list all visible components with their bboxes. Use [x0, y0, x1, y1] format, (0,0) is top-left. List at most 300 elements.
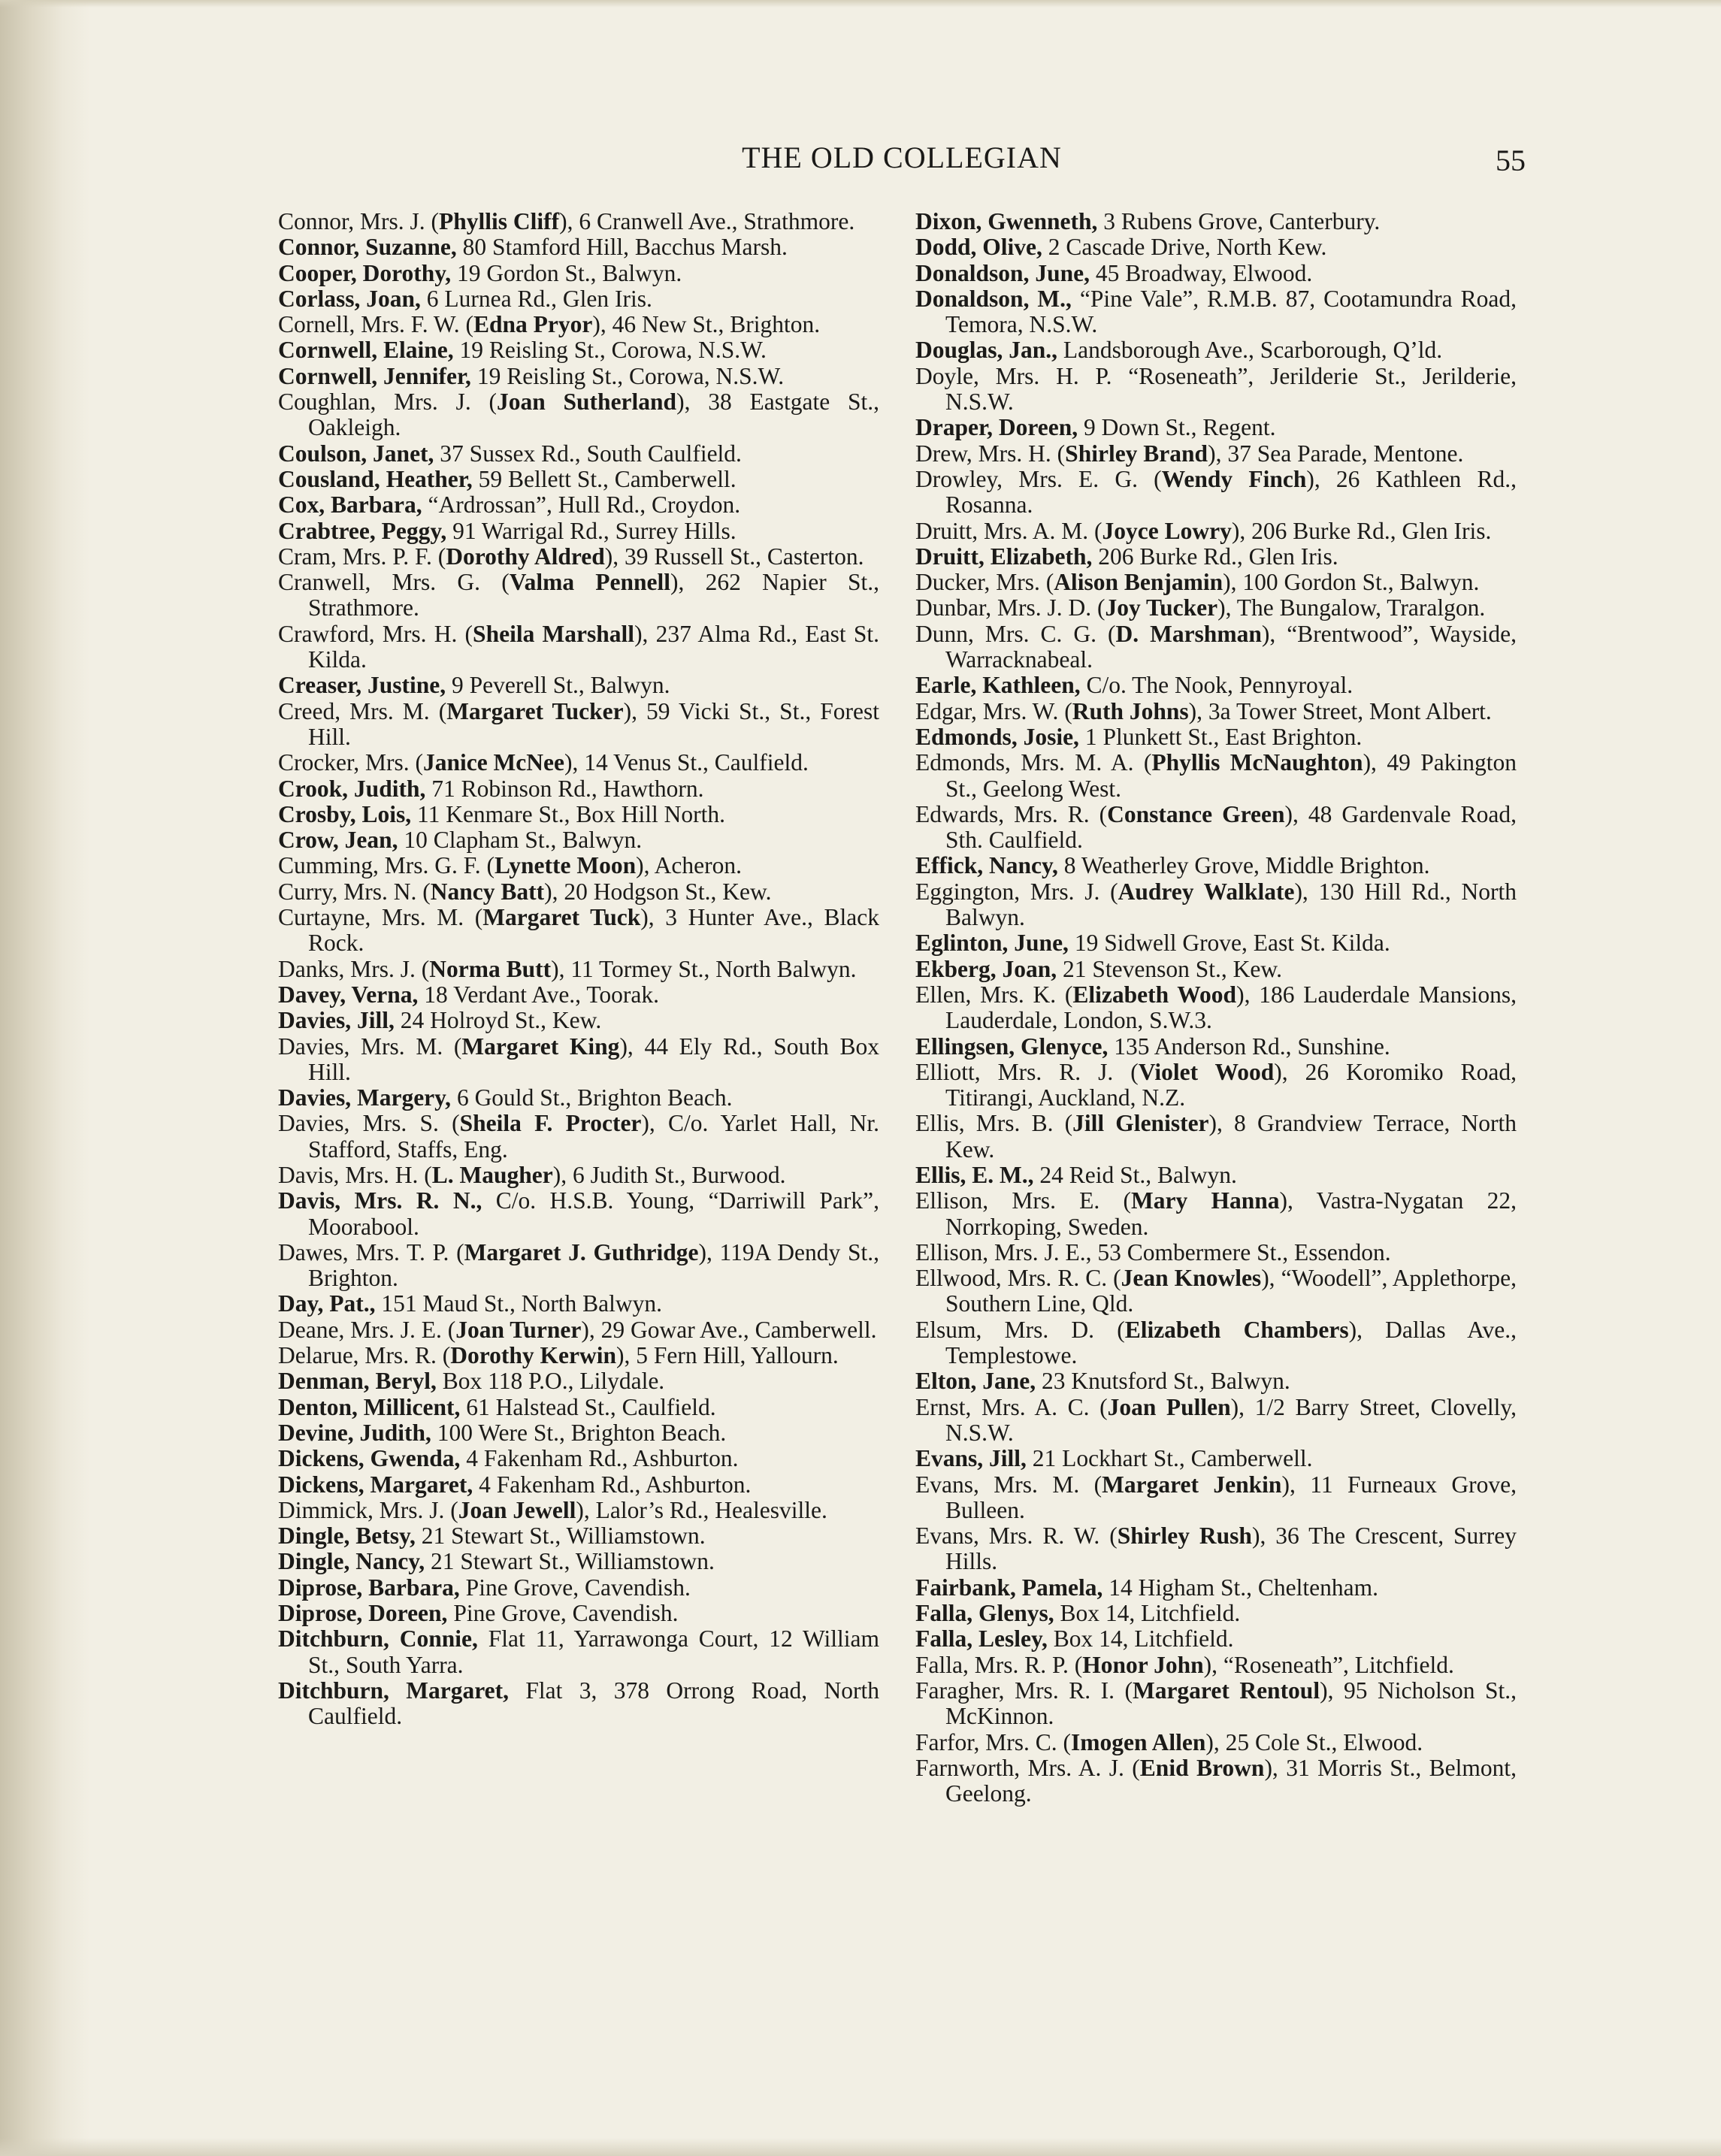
entry-name: Phyllis Cliff	[439, 208, 560, 234]
entry-name: Ruth Johns	[1072, 697, 1189, 724]
entry-text: 3 Rubens Grove, Canterbury.	[1097, 208, 1381, 234]
entry-text: Landsborough Ave., Scarborough, Q’ld.	[1057, 337, 1443, 364]
directory-entry	[278, 1575, 879, 1601]
directory-entry	[915, 1472, 1517, 1524]
entry-text: 59 Bellett St., Camberwell.	[472, 465, 736, 492]
entry-text: Falla, Mrs. R. P. (	[915, 1651, 1083, 1678]
entry-text: 4 Fakenham Rd., Ashburton.	[473, 1471, 752, 1498]
entry-name: Denton, Millicent,	[278, 1393, 461, 1420]
directory-entry	[915, 957, 1517, 982]
entry-text: ), Vastra-Nygatan 22, Norrkoping, Sweden.	[945, 1187, 1517, 1240]
entry-text: Drew, Mrs. H. (	[915, 440, 1066, 467]
directory-entry	[278, 234, 879, 260]
entry-text: 10 Clapham St., Balwyn.	[398, 827, 643, 854]
entry-text: ), 38 Eastgate St., Oakleigh.	[308, 389, 879, 441]
page-header	[278, 140, 1526, 185]
entry-text: 151 Maud St., North Balwyn.	[375, 1290, 662, 1317]
entry-text: ), 37 Sea Parade, Mentone.	[1208, 440, 1464, 467]
entry-text: Deane, Mrs. J. E. (	[278, 1316, 456, 1343]
entry-text: Ernst, Mrs. A. C. (	[915, 1393, 1108, 1420]
entry-text: Cumming, Mrs. G. F. (	[278, 852, 495, 879]
entry-name: Mary Hanna	[1131, 1187, 1280, 1214]
entry-text: Dimmick, Mrs. J. (	[278, 1496, 458, 1523]
entry-name: Margaret King	[461, 1033, 620, 1060]
entry-name: Dodd, Olive,	[915, 234, 1042, 261]
entry-name: Dickens, Margaret,	[278, 1471, 473, 1498]
directory-entry	[278, 621, 879, 673]
directory-entry	[278, 957, 879, 982]
directory-entry	[278, 1420, 879, 1446]
directory-entry	[915, 261, 1517, 286]
directory-entry	[915, 1111, 1517, 1163]
directory-entry	[915, 1653, 1517, 1678]
entry-text: C/o. H.S.B. Young, “Darriwill Park”, Moorabool.	[308, 1187, 879, 1240]
entry-text: ), 31 Morris St., Belmont, Geelong.	[945, 1754, 1517, 1807]
entry-text: Curry, Mrs. N. (	[278, 878, 431, 905]
entry-name: Edna Pryor	[473, 311, 593, 338]
directory-entry	[278, 1240, 879, 1292]
entry-text: C/o. The Nook, Pennyroyal.	[1080, 672, 1354, 699]
directory-entry	[915, 750, 1517, 802]
entry-name: Margaret Tucker	[446, 697, 624, 724]
directory-entry	[915, 1188, 1517, 1240]
entry-text: 206 Burke Rd., Glen Iris.	[1092, 543, 1338, 570]
directory-entry	[278, 1523, 879, 1549]
entry-name: Joan Turner	[455, 1316, 582, 1343]
entry-text: 135 Anderson Rd., Sunshine.	[1108, 1033, 1390, 1060]
directory-entry	[915, 1060, 1517, 1111]
entry-text: Crawford, Mrs. H. (	[278, 620, 473, 647]
entry-text: Coughlan, Mrs. J. (	[278, 389, 497, 416]
entry-text: Box 118 P.O., Lilydale.	[436, 1368, 665, 1395]
directory-entry	[278, 261, 879, 286]
entry-name: Dixon, Gwenneth,	[915, 208, 1098, 234]
directory-entry	[915, 209, 1517, 234]
directory-entry	[915, 1395, 1517, 1447]
entry-text: 9 Peverell St., Balwyn.	[446, 672, 670, 699]
directory-entry	[278, 312, 879, 337]
running-title: THE OLD COLLEGIAN	[742, 141, 1062, 174]
entry-name: Nancy Batt	[430, 878, 545, 905]
entry-text: Flat 11, Yarrawonga Court, 12 William St., South Yarra.	[308, 1625, 880, 1678]
directory-entry	[278, 699, 879, 751]
entry-text: Box 14, Litchfield.	[1054, 1600, 1241, 1627]
entry-name: Denman, Beryl,	[278, 1368, 437, 1395]
entry-text: 21 Stewart St., Williamstown.	[415, 1523, 706, 1550]
entry-text: 23 Knutsford St., Balwyn.	[1036, 1368, 1290, 1395]
directory-entry	[915, 1240, 1517, 1265]
entry-text: 19 Sidwell Grove, East St. Kilda.	[1068, 930, 1390, 957]
entry-text: 6 Lurnea Rd., Glen Iris.	[420, 285, 652, 312]
directory-entry	[915, 982, 1517, 1034]
entry-text: 80 Stamford Hill, Bacchus Marsh.	[456, 234, 788, 261]
directory-entry	[278, 879, 879, 905]
page-binding-shadow	[0, 0, 90, 2156]
page-bottom-edge	[0, 2138, 1721, 2156]
entry-name: Dingle, Betsy,	[278, 1523, 416, 1550]
entry-text: Delarue, Mrs. R. (	[278, 1342, 451, 1369]
directory-entry	[915, 1575, 1517, 1601]
entry-name: Alison Benjamin	[1054, 569, 1223, 596]
directory-entry	[278, 1085, 879, 1111]
entry-text: ), 59 Vicki St., St., Forest Hill.	[308, 697, 879, 750]
directory-entry	[915, 286, 1517, 338]
entry-name: Joan Jewell	[458, 1496, 576, 1523]
entry-text: Eggington, Mrs. J. (	[915, 878, 1118, 905]
entry-name: Falla, Lesley,	[915, 1625, 1048, 1653]
entry-text: Cornell, Mrs. F. W. (	[278, 311, 473, 338]
entry-text: Edmonds, Mrs. M. A. (	[915, 749, 1152, 776]
entry-text: ), 39 Russell St., Casterton.	[604, 543, 864, 570]
entry-text: Cram, Mrs. P. F. (	[278, 543, 446, 570]
entry-text: ), 6 Cranwell Ave., Strathmore.	[559, 208, 855, 234]
entry-name: Draper, Doreen,	[915, 414, 1078, 441]
entry-text: 19 Gordon St., Balwyn.	[451, 259, 682, 286]
directory-entry	[915, 699, 1517, 724]
directory-entry	[915, 441, 1517, 467]
entry-text: Davies, Mrs. S. (	[278, 1110, 460, 1137]
entry-text: 9 Down St., Regent.	[1078, 414, 1276, 441]
entry-text: Creed, Mrs. M. (	[278, 697, 447, 724]
entry-name: Imogen Allen	[1070, 1728, 1206, 1755]
entry-text: 21 Lockhart St., Camberwell.	[1026, 1445, 1313, 1472]
entry-text: Edgar, Mrs. W. (	[915, 697, 1072, 724]
entry-name: Effick, Nancy,	[915, 852, 1058, 879]
entry-text: Dunbar, Mrs. J. D. (	[915, 594, 1105, 621]
directory-entry	[278, 1549, 879, 1574]
entry-text: 19 Reisling St., Corowa, N.S.W.	[470, 362, 785, 389]
entry-text: 19 Reisling St., Corowa, N.S.W.	[453, 337, 767, 364]
entry-name: Edmonds, Josie,	[915, 723, 1079, 750]
entry-text: Connor, Mrs. J. (	[278, 208, 439, 234]
entry-name: Coulson, Janet,	[278, 440, 434, 467]
left-column	[278, 209, 879, 1730]
entry-text: ), 49 Pakington St., Geelong West.	[945, 749, 1517, 802]
entry-text: Farfor, Mrs. C. (	[915, 1728, 1071, 1755]
entry-name: Phyllis McNaughton	[1151, 749, 1363, 776]
entry-text: Flat 3, 378 Orrong Road, North Caulfield.	[308, 1677, 880, 1730]
entry-name: L. Maugher	[431, 1161, 553, 1188]
directory-entry	[278, 441, 879, 467]
entry-name: Davies, Margery,	[278, 1084, 452, 1111]
entry-name: Elizabeth Chambers	[1124, 1316, 1349, 1343]
entry-name: Janice McNee	[422, 749, 564, 776]
entry-name: Wendy Finch	[1161, 465, 1307, 492]
entry-name: Druitt, Elizabeth,	[915, 543, 1093, 570]
entry-text: 91 Warrigal Rd., Surrey Hills.	[446, 517, 736, 544]
entry-text: Evans, Mrs. M. (	[915, 1471, 1102, 1498]
entry-name: Davies, Jill,	[278, 1007, 395, 1034]
entry-text: 24 Reid St., Balwyn.	[1033, 1161, 1237, 1188]
entry-name: Dorothy Aldred	[446, 543, 605, 570]
entry-name: Joyce Lowry	[1102, 517, 1232, 544]
directory-entry	[278, 776, 879, 802]
directory-entry	[278, 1678, 879, 1730]
directory-entry	[915, 802, 1517, 854]
entry-text: ), 46 New St., Brighton.	[592, 311, 821, 338]
entry-name: Margaret Tuck	[482, 904, 641, 931]
entry-name: Donaldson, June,	[915, 259, 1090, 286]
directory-entry	[278, 337, 879, 363]
entry-text: ), 1/2 Barry Street, Clovelly, N.S.W.	[945, 1393, 1517, 1446]
directory-entry	[278, 982, 879, 1008]
entry-text: 2 Cascade Drive, North Kew.	[1042, 234, 1327, 261]
directory-entry	[278, 1188, 879, 1240]
entry-text: ), “Brentwood”, Wayside, Warracknabeal.	[945, 620, 1517, 673]
entry-name: Honor John	[1082, 1651, 1204, 1678]
entry-name: Fairbank, Pamela,	[915, 1574, 1103, 1601]
entry-text: ), 11 Tormey St., North Balwyn.	[551, 955, 857, 982]
entry-text: ), “Roseneath”, Litchfield.	[1203, 1651, 1454, 1678]
entry-text: Farnworth, Mrs. A. J. (	[915, 1754, 1140, 1781]
entry-text: ), 25 Cole St., Elwood.	[1205, 1728, 1423, 1755]
entry-name: Ellingsen, Glenyce,	[915, 1033, 1109, 1060]
directory-entry	[278, 492, 879, 518]
page-top-edge	[0, 0, 1721, 8]
directory-entry	[278, 519, 879, 544]
directory-entry	[278, 467, 879, 492]
entry-text: 61 Halstead St., Caulfield.	[460, 1393, 716, 1420]
entry-text: ), Dallas Ave., Templestowe.	[945, 1316, 1517, 1369]
directory-entry	[915, 1626, 1517, 1652]
directory-entry	[915, 1523, 1517, 1575]
entry-name: Ekberg, Joan,	[915, 955, 1057, 982]
directory-entry	[915, 519, 1517, 544]
page-number: 55	[1496, 144, 1526, 177]
entry-name: Joan Sutherland	[496, 389, 677, 416]
entry-text: Crocker, Mrs. (	[278, 749, 423, 776]
entry-name: Falla, Glenys,	[915, 1600, 1054, 1627]
directory-entry	[915, 337, 1517, 363]
entry-text: ), C/o. Yarlet Hall, Nr. Stafford, Staffs, Eng.	[308, 1110, 879, 1163]
entry-text: ), 8 Grandview Terrace, North Kew.	[945, 1110, 1517, 1163]
entry-name: Douglas, Jan.,	[915, 337, 1058, 364]
directory-entry	[915, 621, 1517, 673]
entry-name: Margaret Rentoul	[1132, 1677, 1320, 1704]
directory-entry	[915, 673, 1517, 698]
entry-text: 100 Were St., Brighton Beach.	[431, 1419, 727, 1446]
directory-entry	[278, 905, 879, 957]
entry-text: 37 Sussex Rd., South Caulfield.	[434, 440, 742, 467]
directory-entry	[278, 1111, 879, 1163]
entry-text: ), 206 Burke Rd., Glen Iris.	[1231, 517, 1492, 544]
entry-name: Crook, Judith,	[278, 775, 426, 802]
entry-name: Cornwell, Jennifer,	[278, 362, 471, 389]
entry-name: Cox, Barbara,	[278, 491, 422, 519]
entry-text: ), Acheron.	[636, 852, 742, 879]
directory-entry	[278, 1368, 879, 1394]
entry-text: ), “Woodell”, Applethorpe, Southern Line, Qld.	[945, 1265, 1517, 1317]
directory-entry	[915, 1317, 1517, 1369]
entry-text: ), 3a Tower Street, Mont Albert.	[1188, 697, 1492, 724]
directory-entry	[278, 1034, 879, 1086]
entry-text: ), 100 Gordon St., Balwyn.	[1223, 569, 1480, 596]
entry-text: Evans, Mrs. R. W. (	[915, 1523, 1118, 1550]
entry-text: 8 Weatherley Grove, Middle Brighton.	[1057, 852, 1430, 879]
directory-entry	[915, 853, 1517, 878]
entry-name: Connor, Suzanne,	[278, 234, 457, 261]
directory-entry	[915, 364, 1517, 416]
entry-name: Diprose, Doreen,	[278, 1600, 448, 1627]
entry-name: Shirley Brand	[1065, 440, 1208, 467]
directory-entry	[278, 1446, 879, 1471]
entry-text: “Ardrossan”, Hull Rd., Croydon.	[422, 491, 741, 519]
entry-text: Cranwell, Mrs. G. (	[278, 569, 510, 596]
entry-name: Crabtree, Peggy,	[278, 517, 447, 544]
entry-text: 45 Broadway, Elwood.	[1089, 259, 1313, 286]
directory-entry	[915, 1755, 1517, 1807]
directory-entry	[278, 544, 879, 570]
entry-text: 21 Stevenson St., Kew.	[1057, 955, 1282, 982]
entry-text: 6 Gould St., Brighton Beach.	[451, 1084, 733, 1111]
entry-name: Creaser, Justine,	[278, 672, 446, 699]
directory-entry	[278, 750, 879, 776]
entry-text: ), The Bungalow, Traralgon.	[1217, 594, 1486, 621]
directory-entry	[915, 930, 1517, 956]
entry-text: 11 Kenmare St., Box Hill North.	[411, 800, 726, 827]
entry-text: 21 Stewart St., Williamstown.	[425, 1548, 715, 1575]
directory-entry	[278, 1008, 879, 1033]
entry-text: Dawes, Mrs. T. P. (	[278, 1238, 464, 1265]
entry-text: Druitt, Mrs. A. M. (	[915, 517, 1102, 544]
entry-text: ), 26 Koromiko Road, Titirangi, Auckland, N.Z.	[945, 1058, 1517, 1111]
entry-text: ), 95 Nicholson St., McKinnon.	[945, 1677, 1517, 1730]
directory-entry	[915, 1730, 1517, 1755]
entry-text: ), 237 Alma Rd., East St. Kilda.	[308, 620, 880, 673]
entry-name: Dickens, Gwenda,	[278, 1445, 461, 1472]
entry-name: Elton, Jane,	[915, 1368, 1036, 1395]
entry-name: Violet Wood	[1138, 1058, 1275, 1085]
entry-name: Ditchburn, Margaret,	[278, 1677, 510, 1704]
directory-entry	[915, 234, 1517, 260]
entry-text: ), Lalor’s Rd., Healesville.	[576, 1496, 827, 1523]
directory-entry	[915, 415, 1517, 440]
directory-entry	[278, 673, 879, 698]
entry-name: Cousland, Heather,	[278, 465, 473, 492]
entry-name: Shirley Rush	[1117, 1523, 1252, 1550]
entry-name: Crosby, Lois,	[278, 800, 412, 827]
directory-entry	[278, 1626, 879, 1678]
entry-name: Earle, Kathleen,	[915, 672, 1081, 699]
entry-text: Curtayne, Mrs. M. (	[278, 904, 483, 931]
directory-entry	[915, 544, 1517, 570]
directory-entry	[915, 1265, 1517, 1317]
entry-name: Sheila Marshall	[473, 620, 635, 647]
entry-text: Pine Grove, Cavendish.	[447, 1600, 679, 1627]
entry-text: Doyle, Mrs. H. P. “Roseneath”, Jerilderie St., Jerilderie, N.S.W.	[915, 362, 1517, 416]
directory-entry	[915, 1446, 1517, 1471]
entry-name: Valma Pennell	[509, 569, 671, 596]
directory-entry	[278, 1472, 879, 1498]
entry-name: Audrey Walklate	[1118, 878, 1295, 905]
directory-entry	[278, 209, 879, 234]
directory-entry	[915, 595, 1517, 621]
entry-name: Evans, Jill,	[915, 1445, 1027, 1472]
entry-text: ), 14 Venus St., Caulfield.	[564, 749, 809, 776]
entry-text: Faragher, Mrs. R. I. (	[915, 1677, 1133, 1704]
entry-text: Davis, Mrs. H. (	[278, 1161, 432, 1188]
entry-text: 1 Plunkett St., East Brighton.	[1078, 723, 1363, 750]
entry-name: Davey, Verna,	[278, 981, 419, 1008]
entry-text: Elliott, Mrs. R. J. (	[915, 1058, 1139, 1085]
directory-entry	[278, 389, 879, 441]
entry-name: Elizabeth Wood	[1072, 981, 1237, 1008]
directory-entry	[278, 1317, 879, 1343]
entry-text: 14 Higham St., Cheltenham.	[1102, 1574, 1378, 1601]
entry-text: ), 44 Ely Rd., South Box Hill.	[308, 1033, 879, 1085]
entry-name: Eglinton, June,	[915, 930, 1069, 957]
entry-text: Danks, Mrs. J. (	[278, 955, 430, 982]
entry-text: Ellis, Mrs. B. (	[915, 1110, 1073, 1137]
directory-entry	[915, 1034, 1517, 1060]
entry-name: Jean Knowles	[1121, 1265, 1262, 1292]
entry-name: Corlass, Joan,	[278, 285, 421, 312]
directory-entry	[278, 1343, 879, 1368]
entry-text: Ellen, Mrs. K. (	[915, 981, 1073, 1008]
entry-name: Diprose, Barbara,	[278, 1574, 460, 1601]
entry-text: Pine Grove, Cavendish.	[459, 1574, 691, 1601]
entry-text: Box 14, Litchfield.	[1047, 1625, 1234, 1653]
entry-name: Jill Glenister	[1072, 1110, 1209, 1137]
directory-entry	[915, 879, 1517, 931]
entry-name: Ellis, E. M.,	[915, 1161, 1034, 1188]
entry-name: Davis, Mrs. R. N.,	[278, 1187, 482, 1214]
entry-text: Dunn, Mrs. C. G. (	[915, 620, 1116, 647]
entry-text: ), 26 Kathleen Rd., Rosanna.	[945, 465, 1517, 519]
entry-text: ), 130 Hill Rd., North Balwyn.	[945, 878, 1517, 931]
entry-name: Ditchburn, Connie,	[278, 1625, 478, 1653]
directory-entry	[278, 286, 879, 312]
entry-text: ), 48 Gardenvale Road, Sth. Caulfield.	[945, 800, 1517, 854]
entry-text: ), 20 Hodgson St., Kew.	[544, 878, 772, 905]
directory-entry	[915, 1678, 1517, 1730]
entry-text: Ducker, Mrs. (	[915, 569, 1054, 596]
entry-name: Day, Pat.,	[278, 1290, 376, 1317]
entry-name: Joy Tucker	[1105, 594, 1218, 621]
entry-text: ), 36 The Crescent, Surrey Hills.	[945, 1523, 1517, 1575]
entry-name: Dingle, Nancy,	[278, 1548, 425, 1575]
entry-name: Lynette Moon	[495, 852, 637, 879]
directory-entry	[915, 467, 1517, 519]
directory-entry	[278, 827, 879, 853]
directory-entry	[915, 724, 1517, 750]
directory-entry	[278, 1163, 879, 1188]
entry-name: Margaret Jenkin	[1102, 1471, 1282, 1498]
entry-name: Crow, Jean,	[278, 827, 398, 854]
directory-entry	[915, 1163, 1517, 1188]
directory-entry	[278, 1498, 879, 1523]
directory-entry	[278, 802, 879, 827]
directory-entry	[278, 1395, 879, 1420]
entry-name: Sheila F. Procter	[459, 1110, 642, 1137]
entry-text: 24 Holroyd St., Kew.	[394, 1007, 602, 1034]
right-column	[915, 209, 1517, 1807]
entry-text: 71 Robinson Rd., Hawthorn.	[425, 775, 704, 802]
directory-entry	[278, 364, 879, 389]
directory-entry	[278, 1601, 879, 1626]
entry-name: Cornwell, Elaine,	[278, 337, 454, 364]
entry-text: ), 119A Dendy St., Brighton.	[308, 1238, 879, 1292]
entry-text: ), 29 Gowar Ave., Camberwell.	[581, 1316, 877, 1343]
directory-entry	[915, 1601, 1517, 1626]
entry-text: ), 262 Napier St., Strathmore.	[308, 569, 879, 621]
entry-name: Joan Pullen	[1107, 1393, 1231, 1420]
entry-name: Enid Brown	[1139, 1754, 1265, 1781]
entry-text: “Pine Vale”, R.M.B. 87, Cootamundra Road, Temora, N.S.W.	[945, 285, 1517, 338]
entry-text: Elsum, Mrs. D. (	[915, 1316, 1125, 1343]
entry-name: Margaret J. Guthridge	[464, 1238, 699, 1265]
entry-text: Davies, Mrs. M. (	[278, 1033, 462, 1060]
